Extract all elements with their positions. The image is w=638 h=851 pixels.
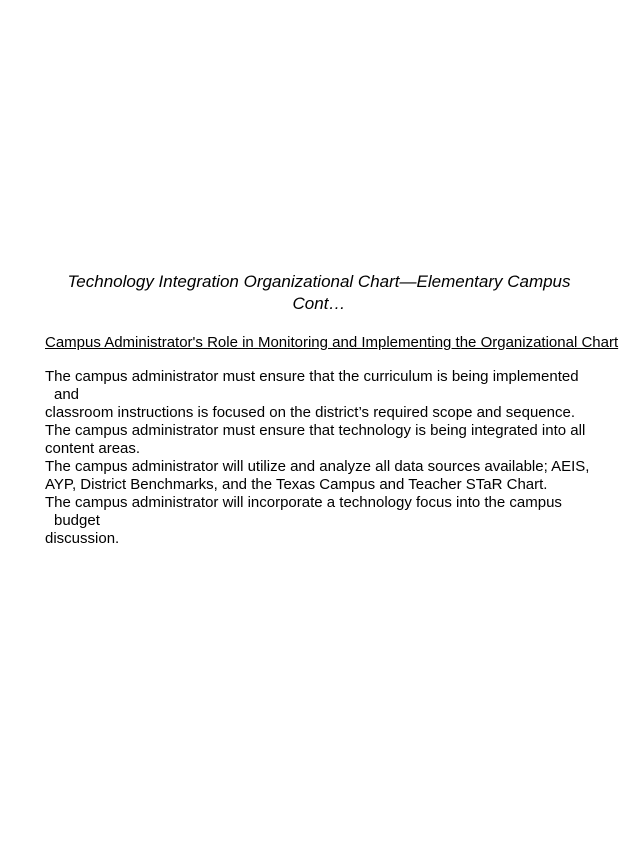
list-item-line: classroom instructions is focused on the district’s required scope and sequence. xyxy=(45,404,576,421)
list-item-line: discussion. xyxy=(45,530,120,547)
page-title-line-2: Cont… xyxy=(292,294,346,313)
list-item-line: AYP, District Benchmarks, and the Texas Campus and Teacher STaR Chart. xyxy=(45,476,548,493)
list-item xyxy=(45,422,605,458)
list-item-line: The campus administrator must ensure that the curriculum is being implemented and xyxy=(45,368,579,403)
page-title-line-1: Technology Integration Organizational Chart—Elementary Campus xyxy=(67,272,571,291)
list-item-line: The campus administrator will incorporate a technology focus into the campus budget xyxy=(45,494,562,529)
list-item-line: The campus administrator will utilize and analyze all data sources available; AEIS, xyxy=(45,458,590,475)
list-item xyxy=(45,458,605,494)
list-item xyxy=(45,368,605,422)
responsibility-list xyxy=(45,368,605,548)
list-item xyxy=(45,494,605,548)
page-title xyxy=(40,271,598,315)
section-heading: Campus Administrator's Role in Monitoring and Implementing the Organizational Chart xyxy=(45,334,619,351)
list-item-line: The campus administrator must ensure that technology is being integrated into all xyxy=(45,422,586,439)
list-item-line: content areas. xyxy=(45,440,141,457)
